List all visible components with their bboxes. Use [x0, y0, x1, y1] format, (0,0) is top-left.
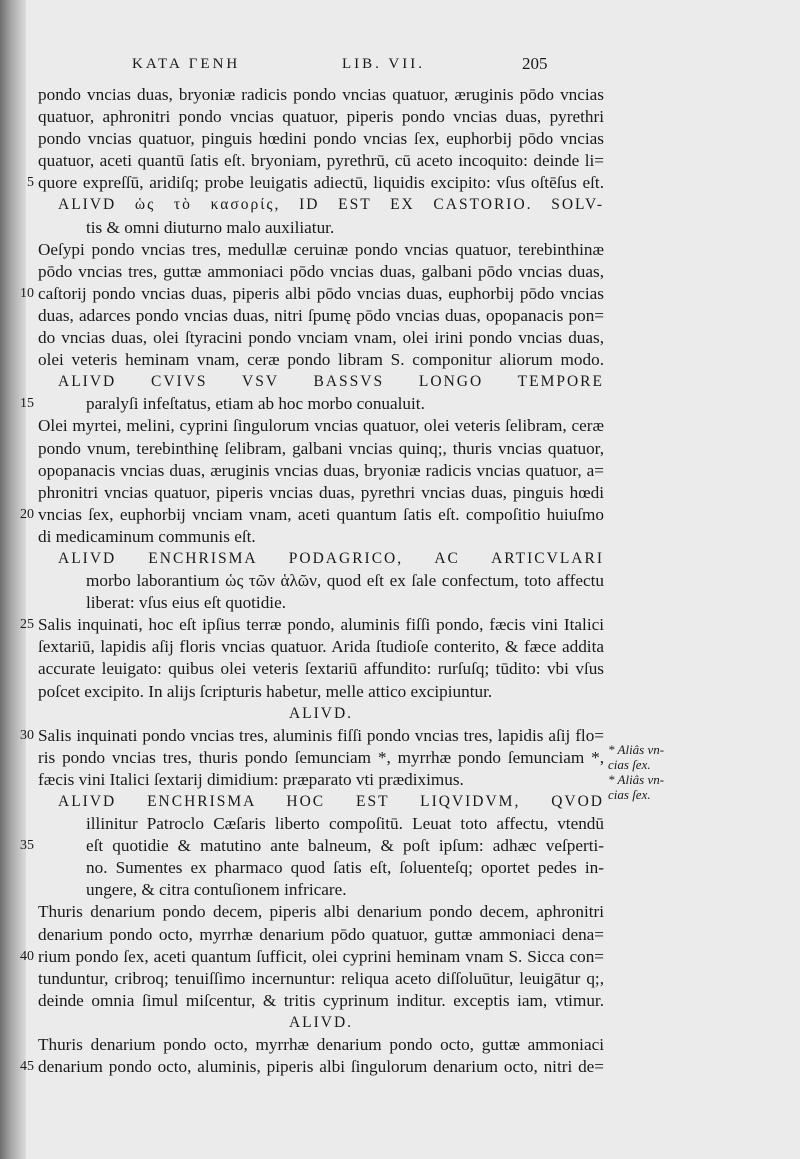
text-line	[38, 482, 604, 504]
text-line	[38, 194, 604, 216]
line-text: ALIVD.	[288, 704, 354, 722]
text-line	[38, 526, 604, 548]
text-line	[20, 946, 604, 968]
text-line	[38, 261, 604, 283]
text-line	[38, 150, 604, 172]
page-number: 205	[522, 54, 548, 73]
line-text: morbo laborantium ὡς τῶν ἁλῶν, quod eſt ex ſale confectum, toto affectu	[86, 571, 604, 591]
margin-note: * Aliâs vn- cias ſex.	[608, 742, 665, 772]
line-number: 25	[20, 617, 34, 633]
line-text: Thuris denarium pondo decem, piperis albi denarium pondo decem, aphronitri	[38, 902, 604, 922]
text-line	[38, 769, 604, 791]
text-line	[38, 371, 604, 393]
line-text: illinitur Patroclo Cæſaris liberto compoſitū. Leuat toto affectu, vtendū	[86, 814, 604, 834]
running-header	[0, 56, 800, 78]
line-text: pondo vnum, terebinthinę ſelibram, galbani vncias quinq;, thuris vncias quatuor,	[38, 438, 604, 458]
line-text: do vncias duas, olei ſtyracini pondo vnciam vnam, olei irini pondo vncias duas,	[38, 328, 604, 348]
text-line	[38, 84, 604, 106]
line-number: 40	[20, 948, 34, 964]
line-text: opopanacis vncias duas, æruginis vncias duas, bryoniæ radicis vncias quatuor, a=	[38, 460, 604, 480]
line-text: ALIVD.	[288, 1013, 354, 1031]
line-number: 20	[20, 506, 34, 522]
line-text: tis & omni diuturno malo auxiliatur.	[86, 217, 335, 237]
line-text: ris pondo vncias tres, thuris pondo ſemunciam *, myrrhæ pondo ſemunciam *,	[38, 747, 604, 767]
line-text: pondo vncias duas, bryoniæ radicis pondo vncias quatuor, æruginis pōdo vncias	[38, 85, 604, 104]
text-line	[38, 879, 604, 901]
line-text: Oeſypi pondo vncias tres, medullæ ceruinæ pondo vncias quatuor, terebinthinæ	[38, 239, 604, 259]
line-number: 35	[20, 838, 34, 854]
text-line	[38, 747, 604, 769]
text-line	[38, 901, 604, 923]
header-left-title: ΚΑΤΑ ΓΕΝΗ	[132, 56, 241, 72]
line-number: 15	[20, 396, 34, 412]
text-line	[38, 681, 604, 703]
text-line	[38, 857, 604, 879]
text-line	[38, 924, 604, 946]
text-line	[38, 813, 604, 835]
text-line	[38, 217, 604, 239]
line-text: ſextariū, lapidis aſij floris vncias quatuor. Arida ſtudioſe conterito, & fæce addita	[38, 637, 604, 657]
text-line	[27, 172, 604, 194]
text-line	[38, 1012, 604, 1034]
line-text: eſt quotidie & matutino ante balneum, & poſt ipſum: adhæc veſperti-	[86, 836, 604, 856]
line-text: rium pondo ſex, aceti quantum ſufficit, olei cyprini heminam vnam S. Sicca con=	[38, 946, 604, 966]
line-text: ALIVD ENCHRISMA PODAGRICO, AC ARTICVLARI	[58, 549, 604, 567]
line-text: caſtorij pondo vncias duas, piperis albi pōdo vncias duas, euphorbij pōdo vncias	[38, 283, 604, 303]
text-line	[38, 1034, 604, 1056]
line-text: ungere, & citra contuſionem infricare.	[86, 880, 347, 900]
text-line	[20, 504, 604, 526]
line-text: accurate leuigato: quibus olei veteris ſextariū affundito: rurſuſq; tūdito: vbi vſus	[38, 659, 604, 679]
line-text: ALIVD ὡς τὸ κασορίς, ID EST EX CASTORIO. SOLV-	[58, 196, 604, 214]
line-text: di medicaminum communis eſt.	[38, 526, 256, 546]
line-text: Thuris denarium pondo octo, myrrhæ denarium pondo octo, guttæ ammoniaci	[38, 1035, 604, 1055]
line-text: fæcis vini Italici ſextarij dimidium: præparato vti prædiximus.	[38, 769, 464, 789]
line-text: denarium pondo octo, myrrhæ denarium pōdo quatuor, guttæ ammoniaci dena=	[38, 924, 604, 944]
text-line	[38, 636, 604, 658]
text-line	[20, 725, 604, 747]
line-text: quatuor, aceti quantū ſatis eſt. bryoniam, pyrethrū, cū aceto incoquito: deinde li=	[38, 151, 604, 171]
line-text: duas, adarces pondo vncias duas, nitri ſpumę pōdo vncias duas, opopanacis pon=	[38, 305, 604, 325]
text-line	[20, 614, 604, 636]
line-text: phronitri vncias quatuor, piperis vncias duas, pyrethri vncias duas, pinguis hœdi	[38, 482, 604, 502]
line-text: ALIVD CVIVS VSV BASSVS LONGO TEMPORE	[58, 373, 604, 391]
text-line	[38, 968, 604, 990]
text-line	[20, 393, 604, 415]
text-line	[38, 415, 604, 437]
text-line	[38, 703, 604, 725]
line-text: denarium pondo octo, aluminis, piperis albi ſingulorum denarium octo, nitri de=	[38, 1057, 604, 1077]
line-text: Salis inquinati, hoc eſt ipſius terræ pondo, aluminis fiſſi pondo, fæcis vini Italici	[38, 615, 604, 635]
line-text: no. Sumentes ex pharmaco quod ſatis eſt, ſoluenteſq; oportet pedes in-	[86, 858, 604, 878]
line-text: ALIVD ENCHRISMA HOC EST LIQVIDVM, QVOD	[58, 793, 604, 810]
text-line	[38, 305, 604, 327]
line-number: 10	[20, 285, 34, 301]
text-line	[38, 570, 604, 592]
line-text: quore expreſſū, aridiſq; probe leuigatis adiectū, liquidis excipito: vſus oſtēſus eſt.	[38, 173, 604, 193]
header-book-number: LIB. VII.	[342, 56, 425, 72]
line-text: paralyſi infeſtatus, etiam ab hoc morbo conualuit.	[86, 394, 425, 414]
line-text: pondo vncias quatuor, pinguis hœdini pondo vncias ſex, euphorbij pōdo vncias	[38, 129, 604, 149]
text-line	[38, 327, 604, 349]
line-number: 5	[27, 175, 34, 191]
text-line	[38, 128, 604, 150]
line-text: vncias ſex, euphorbij vnciam vnam, aceti quantum ſatis eſt. compoſitio huiuſmo	[38, 504, 604, 524]
text-line	[38, 791, 604, 813]
text-line	[20, 283, 604, 305]
line-text: pōdo vncias tres, guttæ ammoniaci pōdo vncias duas, galbani pōdo vncias duas,	[38, 261, 604, 281]
line-text: poſcet excipito. In alijs ſcripturis habetur, melle attico excipiuntur.	[38, 681, 493, 701]
text-line	[38, 592, 604, 614]
text-line	[38, 658, 604, 680]
line-text: olei veteris heminam vnam, ceræ pondo libram S. componitur aliorum modo.	[38, 350, 604, 370]
line-text: Olei myrtei, melini, cyprini ſingulorum vncias quatuor, olei veteris ſelibram, ceræ	[38, 416, 604, 436]
text-line	[38, 349, 604, 371]
line-number: 45	[20, 1059, 34, 1075]
margin-note: * Aliâs vn- cias ſex.	[608, 772, 665, 802]
line-number: 30	[20, 727, 34, 743]
text-line	[38, 438, 604, 460]
line-text: tunduntur, cribroq; tenuiſſimo incernuntur: reliqua aceto diſſoluūtur, leuigātur q;,	[38, 968, 604, 988]
text-line	[38, 106, 604, 128]
text-line	[38, 460, 604, 482]
line-text: liberat: vſus eius eſt quotidie.	[86, 593, 287, 613]
text-line	[38, 548, 604, 570]
line-text: quatuor, aphronitri pondo vncias quatuor, piperis pondo vncias duas, pyrethri	[38, 107, 604, 127]
text-line	[38, 239, 604, 261]
line-text: Salis inquinati pondo vncias tres, aluminis fiſſi pondo vncias tres, lapidis aſij flo=	[38, 725, 604, 745]
main-text-block	[20, 84, 604, 1078]
line-text: deinde omnia ſimul miſcentur, & tritis cyprinum inditur. exceptis iam, vtimur.	[38, 990, 604, 1010]
text-line	[38, 990, 604, 1012]
text-line	[20, 835, 604, 857]
text-line	[20, 1056, 604, 1078]
